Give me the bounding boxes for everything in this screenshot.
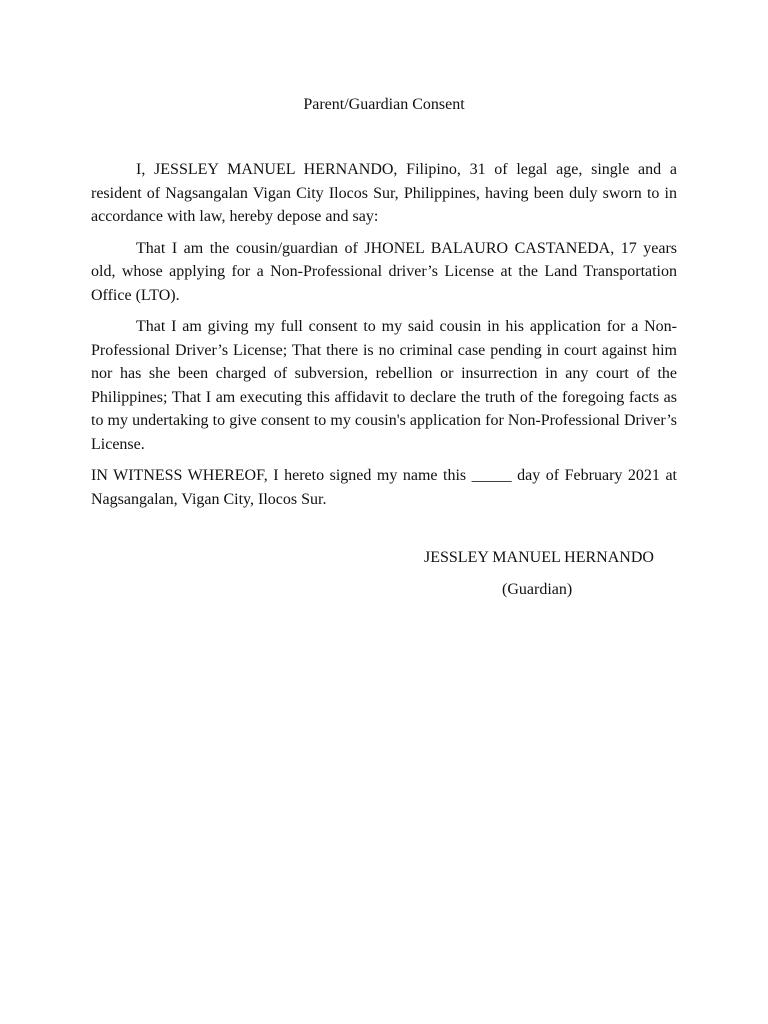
signatory-role: (Guardian) <box>502 581 573 598</box>
paragraph-affiant-statement: I, JESSLEY MANUEL HERNANDO, Filipino, 31 of legal age, single and a resident of Nagsangalan Vigan City Ilocos Sur, Philippines, having been duly sworn to in accordance with law, hereby depose and say: <box>91 161 677 225</box>
document-title: Parent/Guardian Consent <box>303 96 465 113</box>
paragraph-consent: That I am giving my full consent to my said cousin in his application for a Non-Professional Driver’s License; That there is no criminal case pending in court against him nor has she been charged of subversion, rebellion or insurrection in any court of the Philippines; That I am executing this affidavit to declare the truth of the foregoing facts as to my undertaking to give consent to my cousin's application for Non-Professional Driver’s License. <box>91 318 677 453</box>
signatory-name: JESSLEY MANUEL HERNANDO <box>424 549 654 566</box>
paragraph-witness-clause: IN WITNESS WHEREOF, I hereto signed my name this _____ day of February 2021 at Nagsangalan, Vigan City, Ilocos Sur. <box>91 467 677 508</box>
document-body <box>91 158 677 519</box>
paragraph-guardian-relationship: That I am the cousin/guardian of JHONEL BALAURO CASTANEDA, 17 years old, whose applying for a Non-Professional driver’s License at the Land Transportation Office (LTO). <box>91 239 677 304</box>
